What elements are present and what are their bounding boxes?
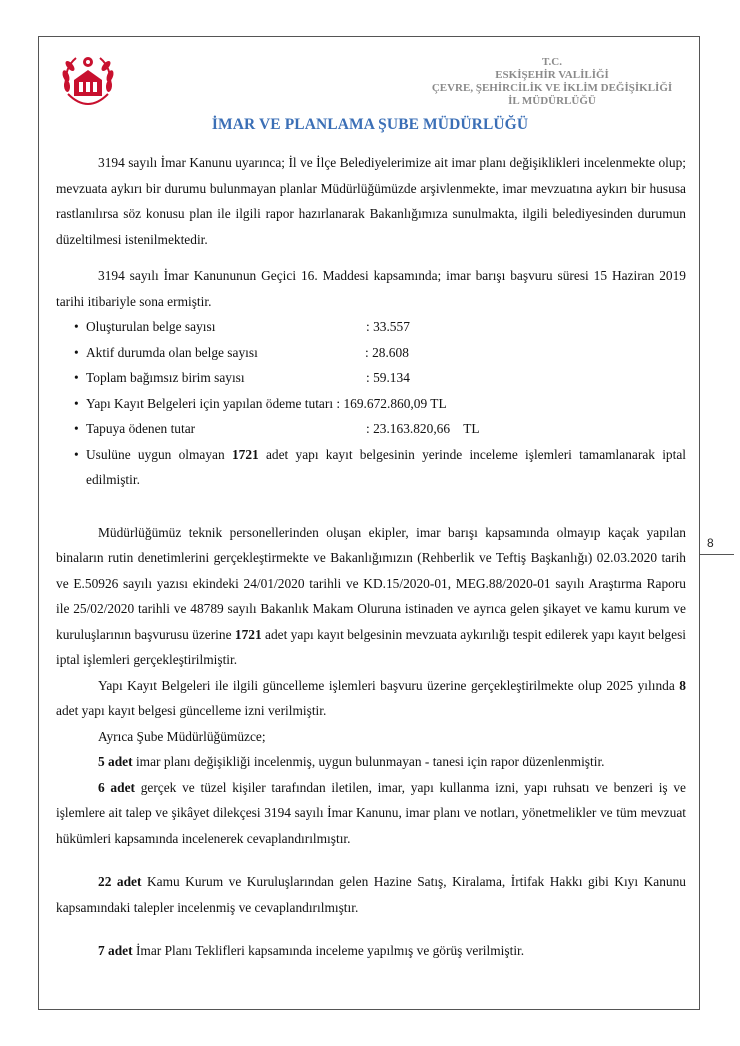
stat-value: : 23.163.820,66 TL: [366, 421, 480, 436]
text-run: İmar Planı Teklifleri kapsamında inceleme yapılmış ve görüş verilmiştir.: [132, 943, 525, 958]
stat-label: Oluşturulan belge sayısı: [86, 319, 216, 334]
section-title: İMAR VE PLANLAMA ŞUBE MÜDÜRLÜĞÜ: [211, 116, 529, 133]
statistics-list: [56, 314, 686, 493]
bullet-icon: •: [74, 344, 79, 360]
bullet-icon: •: [74, 446, 79, 462]
stat-value: : 33.557: [366, 319, 410, 334]
stat-text: adet yapı kayıt belgesinin yerinde inceleme işlemleri tamamlanarak iptal edilmiştir.: [86, 446, 686, 487]
stat-value: : 59.134: [366, 370, 410, 385]
stat-text: Usulüne uygun olmayan: [86, 446, 232, 462]
stat-label: Aktif durumda olan belge sayısı: [86, 344, 258, 360]
paragraph-plan-teklifleri: [56, 938, 686, 964]
stat-label: Toplam bağımsız birim sayısı: [86, 370, 245, 385]
paragraph-imar-barisi: 3194 sayılı İmar Kanununun Geçici 16. Maddesi kapsamında; imar barışı başvuru süresi 15 Haziran 2019 tarihi itibariyle sona ermiştir.: [56, 268, 686, 309]
count-bold: 22 adet: [98, 874, 142, 889]
paragraph-imar-kanunu: 3194 sayılı İmar Kanunu uyarınca; İl ve İlçe Belediyelerimize ait imar planı değişiklikleri incelenmekte olup; mevzuata aykırı bir durumu bulunmayan planlar Müdürlüğümüzde arşivlenmekte, imar mevzuatına aykırı bir hususa rastlanılırsa söz konusu plan ile ilgili rapor hazırlanarak Bakanlığımıza sunulmakta, ilgili belediyesinden durumun düzeltilmesi istenilmektedir.: [56, 155, 686, 247]
stat-label: Tapuya ödenen tutar: [86, 421, 196, 436]
bullet-icon: •: [74, 421, 79, 436]
count-bold: 5 adet: [98, 754, 133, 769]
text-run: Yapı Kayıt Belgeleri ile ilgili güncelleme işlemleri başvuru üzerine gerçekleştirilmekte olup 2025 yılında: [98, 677, 680, 693]
paragraph-kiyi-kanunu: [56, 869, 686, 920]
document-body: [56, 150, 686, 964]
paragraph-dilekce: [56, 775, 686, 852]
list-item: [56, 416, 686, 442]
paragraph-denetim: [56, 520, 686, 673]
page-number-rule: [700, 554, 734, 555]
text-run: adet yapı kayıt belgesinin mevzuata aykırılığı tespit edilerek yapı kayıt belgesi iptal işlemleri gerçekleştirilmiştir.: [56, 626, 686, 667]
org-line-3: ÇEVRE, ŞEHİRCİLİK VE İKLİM DEĞİŞİKLİĞİ: [431, 82, 673, 94]
text-run: adet yapı kayıt belgesi güncelleme izni verilmiştir.: [56, 703, 327, 718]
stat-value: : 169.672.860,09 TL: [336, 395, 447, 411]
page-number: 8: [707, 536, 714, 550]
org-line-1: T.C.: [542, 56, 562, 68]
list-item: [56, 391, 686, 417]
stat-count: 1721: [231, 446, 259, 462]
paragraph-plan-degisikligi: [56, 749, 686, 775]
text-run: Kamu Kurum ve Kuruluşlarından gelen Hazine Satış, Kiralama, İrtifak Hakkı gibi Kıyı Kanunu kapsamındaki talepler incelenmiş ve cevaplandırılmıştır.: [56, 874, 686, 915]
list-item: [56, 314, 686, 340]
count-bold: 7 adet: [98, 943, 133, 958]
bullet-icon: •: [74, 319, 79, 334]
stat-label: Yapı Kayıt Belgeleri için yapılan ödeme tutarı: [86, 395, 334, 411]
text-run: gerçek ve tüzel kişiler tarafından iletilen, imar, yapı kullanma izni, yapı ruhsatı ve benzeri iş ve işlemlere ait talep ve şikâyet dilekçesi 3194 sayılı İmar Kanunu, imar planı ve notları, yönetmelikler ve tüm mevzuat hükümleri kapsamında incelenerek cevaplandırılmıştır.: [56, 779, 686, 846]
org-line-2: ESKİŞEHİR VALİLİĞİ: [495, 69, 609, 81]
count-bold: 6 adet: [98, 779, 135, 795]
paragraph-ayrica: Ayrıca Şube Müdürlüğümüzce;: [98, 728, 266, 744]
text-run: imar planı değişikliği incelenmiş, uygun bulunmayan - tanesi için rapor düzenlenmiştir.: [132, 754, 605, 769]
count-bold: 1721: [234, 626, 262, 642]
text-run: Müdürlüğümüz teknik personellerinden oluşan ekipler, imar barışı kapsamında olmayıp kaçak yapılan binaların rutin denetimlerini gerçekleştirmekte ve Bakanlığımızın (Rehberlik ve Teftiş Başkanlığı) 02.03.2020 tarih ve E.50926 sayılı yazısı ekindeki 24/01/2020 tarihli ve KD.15/2020-01, MEG.88/2020-01 sayılı Araştırma Raporu ile 25/02/2020 tarihli ve 48789 sayılı Bakanlık Makam Oluruna istinaden ve ayrıca gelen şikayet ve kamu kurum ve kuruluşlarının başvurusu üzerine: [56, 524, 686, 642]
organization-header: [422, 56, 682, 108]
bullet-icon: •: [74, 370, 79, 385]
ministry-logo: [52, 46, 124, 118]
list-item: [56, 365, 686, 391]
paragraph-guncelleme: [56, 673, 686, 724]
list-item: [56, 340, 686, 366]
count-bold: 8: [679, 677, 686, 693]
list-item: [56, 442, 686, 493]
stat-value: : 28.608: [365, 344, 409, 360]
bullet-icon: •: [74, 395, 79, 411]
org-line-4: İL MÜDÜRLÜĞÜ: [508, 95, 596, 107]
